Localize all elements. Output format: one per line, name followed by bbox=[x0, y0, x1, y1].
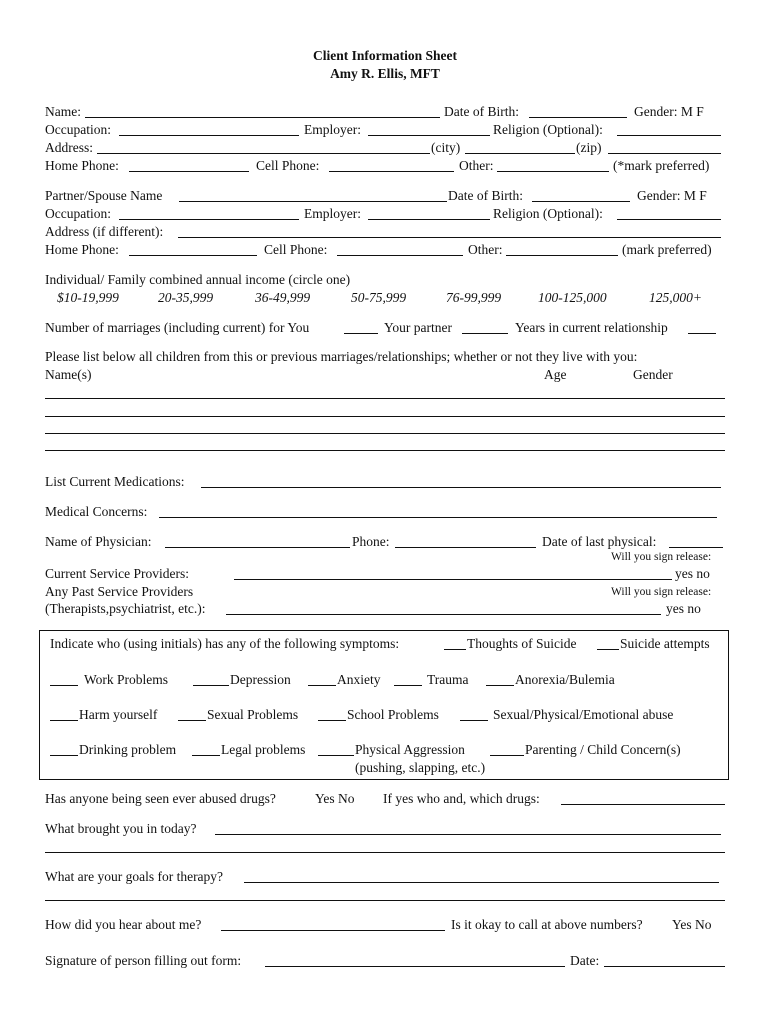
client-city-field[interactable] bbox=[465, 140, 575, 154]
partner-address-field[interactable] bbox=[178, 224, 721, 238]
symptom-label: Work Problems bbox=[84, 672, 169, 687]
physician-row bbox=[45, 534, 725, 551]
partner-row-1 bbox=[45, 188, 725, 205]
client-occupation-label: Occupation: bbox=[45, 122, 111, 137]
client-occupation-field[interactable] bbox=[119, 122, 299, 136]
partner-name-field[interactable] bbox=[179, 188, 447, 202]
goals-line[interactable] bbox=[45, 900, 725, 901]
current-providers-row bbox=[45, 566, 725, 583]
physician-field[interactable] bbox=[165, 534, 350, 548]
symptom-initials-field[interactable] bbox=[460, 707, 488, 721]
drugs-label: Has anyone being seen ever abused drugs? bbox=[45, 791, 276, 806]
partner-occupation-label: Occupation: bbox=[45, 206, 111, 221]
client-employer-field[interactable] bbox=[368, 122, 490, 136]
drugs-which-field[interactable] bbox=[561, 791, 725, 805]
client-zip-field[interactable] bbox=[608, 140, 721, 154]
symptom-initials-field[interactable] bbox=[318, 707, 346, 721]
brought-row bbox=[45, 821, 725, 838]
income-label-row bbox=[45, 272, 725, 289]
client-name-label: Name: bbox=[45, 104, 81, 119]
symptoms-row-4 bbox=[50, 742, 720, 759]
symptom-initials-field[interactable] bbox=[318, 742, 354, 756]
symptom-initials-field[interactable] bbox=[50, 707, 78, 721]
marriages-partner-field[interactable] bbox=[462, 320, 508, 334]
concerns-row bbox=[45, 504, 725, 521]
partner-row-2 bbox=[45, 206, 725, 223]
brought-line[interactable] bbox=[45, 852, 725, 853]
income-options bbox=[45, 290, 725, 307]
current-providers-label: Current Service Providers: bbox=[45, 566, 189, 581]
signature-label: Signature of person filling out form: bbox=[45, 953, 242, 968]
client-cell-phone-label: Cell Phone: bbox=[256, 158, 320, 173]
past-providers-sub-label: (Therapists,psychiatrist, etc.): bbox=[45, 601, 206, 616]
client-city-label: (city) bbox=[431, 140, 461, 155]
partner-dob-field[interactable] bbox=[532, 188, 630, 202]
release-note: Will you sign release: bbox=[611, 551, 712, 563]
hear-field[interactable] bbox=[221, 917, 445, 931]
years-relationship-field[interactable] bbox=[688, 320, 716, 334]
client-zip-label: (zip) bbox=[576, 140, 602, 155]
client-religion-label: Religion (Optional): bbox=[493, 122, 603, 137]
client-row-2 bbox=[45, 122, 725, 139]
symptom-label: Depression bbox=[230, 672, 291, 687]
hear-row bbox=[45, 917, 725, 934]
symptom-label: Physical Aggression bbox=[355, 742, 465, 757]
symptom-label: Trauma bbox=[427, 672, 469, 687]
symptom-label: Legal problems bbox=[221, 742, 306, 757]
symptom-initials-field[interactable] bbox=[50, 742, 78, 756]
children-col-names: Name(s) bbox=[45, 367, 92, 382]
brought-field[interactable] bbox=[215, 821, 721, 835]
marriages-partner-label: Your partner bbox=[384, 320, 452, 335]
partner-religion-label: Religion (Optional): bbox=[493, 206, 603, 221]
physician-phone-field[interactable] bbox=[395, 534, 536, 548]
client-religion-field[interactable] bbox=[617, 122, 721, 136]
past-providers-row bbox=[45, 584, 725, 601]
brought-label: What brought you in today? bbox=[45, 821, 197, 836]
partner-address-label: Address (if different): bbox=[45, 224, 164, 239]
partner-other-field[interactable] bbox=[506, 242, 618, 256]
income-option[interactable]: 50-75,999 bbox=[351, 290, 407, 305]
symptoms-intro: Indicate who (using initials) has any of the following symptoms: bbox=[50, 636, 400, 651]
partner-gender[interactable]: Gender: M F bbox=[637, 188, 707, 203]
symptoms-row-1 bbox=[50, 636, 720, 653]
symptom-label: Parenting / Child Concern(s) bbox=[525, 742, 681, 757]
client-gender[interactable]: Gender: M F bbox=[634, 104, 704, 119]
marriages-you-field[interactable] bbox=[344, 320, 378, 334]
client-employer-label: Employer: bbox=[304, 122, 361, 137]
client-dob-label: Date of Birth: bbox=[444, 104, 519, 119]
drugs-row bbox=[45, 791, 725, 808]
client-row-1 bbox=[45, 104, 725, 121]
symptom-initials-field[interactable] bbox=[308, 672, 336, 686]
children-instruction-row bbox=[45, 349, 725, 366]
partner-cell-phone-field[interactable] bbox=[337, 242, 463, 256]
children-col-gender: Gender bbox=[633, 367, 673, 382]
medical-concerns-field[interactable] bbox=[159, 504, 717, 518]
income-option[interactable]: 36-49,999 bbox=[255, 290, 311, 305]
symptom-label: School Problems bbox=[347, 707, 439, 722]
page-title: Client Information Sheet bbox=[313, 48, 457, 63]
years-relationship-label: Years in current relationship bbox=[515, 320, 668, 335]
income-option[interactable]: 100-125,000 bbox=[538, 290, 607, 305]
symptom-initials-field[interactable] bbox=[50, 672, 78, 686]
symptoms-row-2 bbox=[50, 672, 720, 689]
partner-home-phone-field[interactable] bbox=[129, 242, 257, 256]
medications-field[interactable] bbox=[201, 474, 721, 488]
partner-cell-phone-label: Cell Phone: bbox=[264, 242, 328, 257]
page-subtitle: Amy R. Ellis, MFT bbox=[330, 66, 440, 81]
partner-other-label: Other: bbox=[468, 242, 503, 257]
goals-label: What are your goals for therapy? bbox=[45, 869, 224, 884]
symptom-initials-field[interactable] bbox=[486, 672, 514, 686]
medications-label: List Current Medications: bbox=[45, 474, 185, 489]
income-option[interactable]: 125,000+ bbox=[649, 290, 702, 305]
client-name-field[interactable] bbox=[85, 104, 440, 118]
income-label: Individual/ Family combined annual income (circle one) bbox=[45, 272, 351, 287]
symptom-initials-field[interactable] bbox=[444, 636, 466, 650]
partner-home-phone-label: Home Phone: bbox=[45, 242, 119, 257]
symptom-initials-field[interactable] bbox=[192, 742, 220, 756]
income-option[interactable]: $10-19,999 bbox=[57, 290, 119, 305]
past-providers-label: Any Past Service Providers bbox=[45, 584, 194, 599]
client-row-4 bbox=[45, 158, 725, 175]
client-home-phone-field[interactable] bbox=[129, 158, 249, 172]
medical-concerns-label: Medical Concerns: bbox=[45, 504, 148, 519]
symptom-label: Anxiety bbox=[337, 672, 381, 687]
symptom-label: Thoughts of Suicide bbox=[467, 636, 577, 651]
release-note: Will you sign release: bbox=[611, 586, 712, 598]
last-physical-label: Date of last physical: bbox=[542, 534, 657, 549]
physician-phone-label: Phone: bbox=[352, 534, 390, 549]
symptoms-row-3 bbox=[50, 707, 720, 724]
income-option[interactable]: 76-99,999 bbox=[446, 290, 502, 305]
goals-row bbox=[45, 869, 725, 886]
signature-row bbox=[45, 953, 725, 970]
symptom-initials-field[interactable] bbox=[193, 672, 229, 686]
children-instruction: Please list below all children from this or previous marriages/relationships; whether or not they live with you: bbox=[45, 349, 638, 364]
client-cell-phone-field[interactable] bbox=[329, 158, 454, 172]
past-providers-field[interactable] bbox=[226, 601, 661, 615]
children-line[interactable] bbox=[45, 398, 725, 399]
children-header-row bbox=[45, 367, 725, 384]
symptom-initials-field[interactable] bbox=[597, 636, 619, 650]
marriage-row bbox=[45, 320, 725, 337]
children-col-age: Age bbox=[544, 367, 567, 382]
client-dob-field[interactable] bbox=[529, 104, 627, 118]
partner-row-4 bbox=[45, 242, 725, 259]
symptoms-box bbox=[39, 630, 729, 780]
client-address-field[interactable] bbox=[97, 140, 430, 154]
partner-employer-label: Employer: bbox=[304, 206, 361, 221]
partner-preferred-note: (mark preferred) bbox=[622, 242, 712, 257]
partner-employer-field[interactable] bbox=[368, 206, 490, 220]
symptom-label: Drinking problem bbox=[79, 742, 177, 757]
children-line[interactable] bbox=[45, 433, 725, 434]
drugs-which-label: If yes who and, which drugs: bbox=[383, 791, 540, 806]
medications-row bbox=[45, 474, 725, 491]
marriages-label: Number of marriages (including current) for You bbox=[45, 320, 310, 335]
partner-row-3 bbox=[45, 224, 725, 241]
date-field[interactable] bbox=[604, 953, 725, 967]
current-providers-field[interactable] bbox=[234, 566, 672, 580]
client-other-field[interactable] bbox=[497, 158, 609, 172]
symptom-initials-field[interactable] bbox=[178, 707, 206, 721]
client-address-label: Address: bbox=[45, 140, 93, 155]
drugs-yes-no[interactable]: Yes No bbox=[315, 791, 355, 806]
call-label: Is it okay to call at above numbers? bbox=[451, 917, 643, 932]
hear-label: How did you hear about me? bbox=[45, 917, 202, 932]
children-line[interactable] bbox=[45, 416, 725, 417]
symptom-label: Suicide attempts bbox=[620, 636, 710, 651]
last-physical-field[interactable] bbox=[669, 534, 723, 548]
aggression-note: (pushing, slapping, etc.) bbox=[355, 760, 486, 775]
date-label: Date: bbox=[570, 953, 600, 968]
symptom-label: Sexual/Physical/Emotional abuse bbox=[493, 707, 674, 722]
symptom-label: Harm yourself bbox=[79, 707, 158, 722]
client-home-phone-label: Home Phone: bbox=[45, 158, 119, 173]
symptom-initials-field[interactable] bbox=[490, 742, 524, 756]
symptom-initials-field[interactable] bbox=[394, 672, 422, 686]
partner-occupation-field[interactable] bbox=[119, 206, 299, 220]
past-providers-sub-row bbox=[45, 601, 725, 618]
client-preferred-note: (*mark preferred) bbox=[613, 158, 710, 173]
income-option[interactable]: 20-35,999 bbox=[158, 290, 214, 305]
partner-name-label: Partner/Spouse Name bbox=[45, 188, 163, 203]
past-providers-yes-no[interactable]: yes no bbox=[666, 601, 701, 616]
symptom-label: Sexual Problems bbox=[207, 707, 299, 722]
call-yes-no[interactable]: Yes No bbox=[672, 917, 712, 932]
signature-field[interactable] bbox=[265, 953, 565, 967]
symptom-label: Anorexia/Bulemia bbox=[515, 672, 615, 687]
client-row-3 bbox=[45, 140, 725, 157]
current-providers-yes-no[interactable]: yes no bbox=[675, 566, 710, 581]
symptoms-row-5 bbox=[50, 760, 720, 777]
children-line[interactable] bbox=[45, 450, 725, 451]
client-other-label: Other: bbox=[459, 158, 494, 173]
physician-label: Name of Physician: bbox=[45, 534, 152, 549]
goals-field[interactable] bbox=[244, 869, 719, 883]
partner-religion-field[interactable] bbox=[617, 206, 721, 220]
partner-dob-label: Date of Birth: bbox=[448, 188, 523, 203]
